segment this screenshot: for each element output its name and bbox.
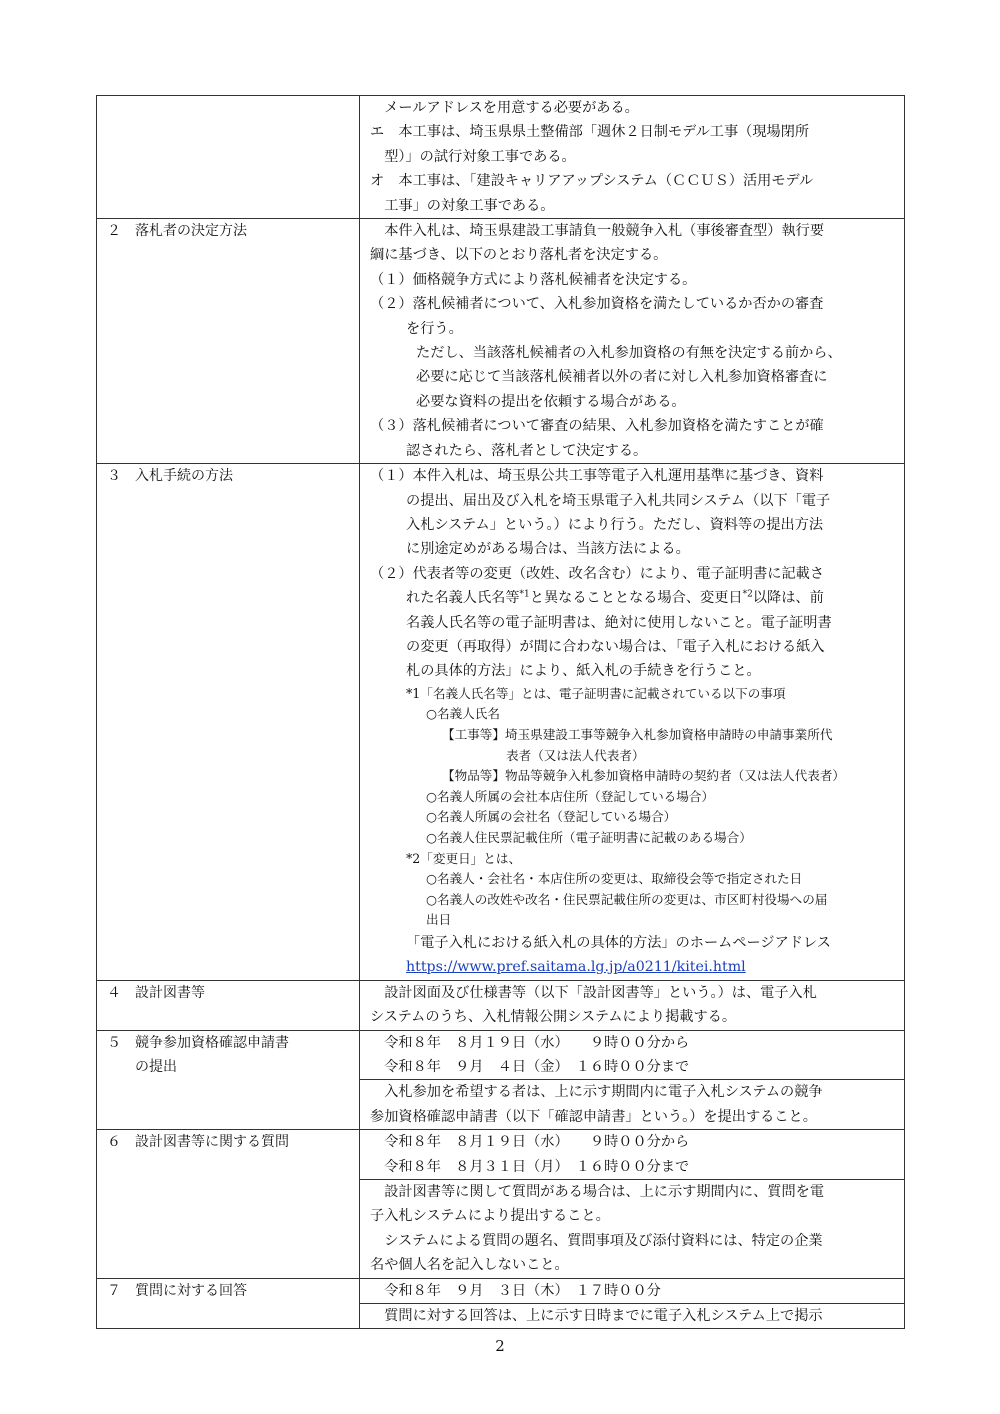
row-content: [360, 1080, 905, 1130]
text-line: 設計図書等に関して質問がある場合は、上に示す期間内に、質問を電: [370, 1183, 825, 1200]
period-line: 令和８年 ９月 ３日（木） １７時００分: [370, 1282, 661, 1299]
row-content: [360, 980, 905, 1030]
text-segment: と異なることとなる場合、変更日: [529, 590, 743, 607]
row-label: ３ 入札手続の方法: [97, 464, 360, 981]
text-line: の提出、届出及び入札を埼玉県電子入札共同システム（以下「電子: [406, 492, 831, 509]
footnote-line: *1「名義人氏名等」とは、電子証明書に記載されている以下の事項: [406, 685, 786, 701]
text-line-with-footnotes: [370, 586, 898, 610]
text-line: （２）落札候補者について、入札参加資格を満たしているか否かの審査: [370, 296, 824, 313]
text-line: 綱に基づき、以下のとおり落札者を決定する。: [370, 247, 668, 264]
footnote-line: *2「変更日」とは、: [406, 850, 522, 866]
text-line: システムによる質問の題名、質問事項及び添付資料には、特定の企業: [370, 1232, 823, 1249]
text-line: ただし、当該落札候補者の入札参加資格の有無を決定する前から、: [416, 345, 842, 362]
text-line: 質問に対する回答は、上に示す日時までに電子入札システム上で掲示: [370, 1307, 823, 1324]
footnote-line: ○名義人所属の会社名（登記している場合）: [426, 809, 677, 825]
text-line: （２）代表者等の変更（改姓、改名含む）により、電子証明書に記載さ: [370, 565, 825, 582]
text-line: 札の具体的方法」により、紙入札の手続きを行うこと。: [406, 663, 761, 680]
period-line: 令和８年 ８月１９日（水） ９時００分から: [370, 1134, 690, 1151]
footnote-mark: *1: [519, 589, 530, 600]
table-row-question-period: [97, 1130, 905, 1180]
text-line: 名義人氏名等の電子証明書は、絶対に使用しないこと。電子証明書: [406, 614, 832, 631]
row-label: ７ 質問に対する回答: [97, 1278, 360, 1329]
text-line: 名や個人名を記入しないこと。: [370, 1257, 569, 1274]
row-label-line: ５ 競争参加資格確認申請書: [107, 1034, 289, 1051]
row-label-line: の提出: [135, 1058, 177, 1075]
table-row-award-method: [97, 219, 905, 464]
row-label: ４ 設計図書等: [97, 980, 360, 1030]
text-line: 子入札システムにより提出すること。: [370, 1208, 610, 1225]
text-line: の変更（再取得）が間に合わない場合は、「電子入札における紙入: [406, 638, 825, 655]
text-line: 入札システム」という。）により行う。ただし、資料等の提出方法: [406, 516, 824, 533]
table-row-application-period: [97, 1030, 905, 1080]
row-label: ２ 落札者の決定方法: [97, 219, 360, 464]
text-line: メールアドレスを用意する必要がある。: [370, 100, 639, 116]
row-label: [97, 1030, 360, 1130]
row-content-period: [360, 1130, 905, 1180]
row-content: [360, 96, 905, 219]
page-number: 2: [495, 1337, 505, 1355]
text-line: 必要に応じて当該落札候補者以外の者に対し入札参加資格審査に: [416, 369, 828, 386]
text-line: （１）本件入札は、埼玉県公共工事等電子入札運用基準に基づき、資料: [370, 468, 824, 485]
document-page: [96, 95, 905, 1329]
text-line: を行う。: [406, 320, 463, 337]
footnote-line: ○名義人・会社名・本店住所の変更は、取締役会等で指定された日: [426, 871, 803, 887]
row-content: [360, 219, 905, 464]
period-line: 令和８年 ８月１９日（水） ９時００分から: [370, 1034, 690, 1051]
text-line: 認されたら、落札者として決定する。: [406, 442, 648, 459]
table-row-design-documents: [97, 980, 905, 1030]
period-line: 令和８年 ８月３１日（月） １６時００分まで: [370, 1158, 690, 1175]
text-line: システムのうち、入札情報公開システムにより掲載する。: [370, 1009, 737, 1026]
text-line: （１）価格競争方式により落札候補者を決定する。: [370, 271, 697, 288]
text-line: 型）」の試行対象工事である。: [370, 148, 576, 165]
text-line: エ 本工事は、埼玉県県土整備部「週休２日制モデル工事（現場閉所: [370, 124, 810, 141]
row-content: [360, 1303, 905, 1328]
text-line: 設計図面及び仕様書等（以下「設計図書等」という。）は、電子入札: [370, 984, 817, 1001]
row-content: [360, 464, 905, 981]
footnote-mark: *2: [742, 589, 753, 600]
footnote-line: 表者（又は法人代表者）: [506, 747, 645, 763]
text-line: 入札参加を希望する者は、上に示す期間内に電子入札システムの競争: [370, 1084, 823, 1101]
table-row-bidding-procedure: [97, 464, 905, 981]
footnote-line: ○名義人の改姓や改名・住民票記載住所の変更は、市区町村役場への届: [426, 891, 828, 907]
notice-table: [96, 95, 905, 1329]
footnote-line: ○名義人氏名: [426, 706, 500, 722]
row-content-period: [360, 1030, 905, 1080]
period-line: 令和８年 ９月 ４日（金） １６時００分まで: [370, 1058, 690, 1075]
footnote-line: 【工事等】埼玉県建設工事等競争入札参加資格申請時の申請事業所代: [442, 726, 833, 742]
row-content: [360, 1179, 905, 1278]
footnote-line: ○名義人所属の会社本店住所（登記している場合）: [426, 788, 715, 804]
text-line: 「電子入札における紙入札の具体的方法」のホームページアドレス: [406, 934, 831, 951]
text-line: 工事」の対象工事である。: [370, 197, 555, 214]
footnote-line: 出日: [426, 912, 452, 928]
text-line: 参加資格確認申請書（以下「確認申請書」という。）を提出すること。: [370, 1108, 817, 1125]
footnote-line: 【物品等】物品等競争入札参加資格申請時の契約者（又は法人代表者）: [442, 768, 845, 784]
table-row-continuation: [97, 96, 905, 219]
text-line: （３）落札候補者について審査の結果、入札参加資格を満たすことが確: [370, 418, 824, 435]
table-row-answer-deadline: [97, 1278, 905, 1303]
text-line: 必要な資料の提出を依頼する場合がある。: [416, 393, 686, 410]
text-line: 本件入札は、埼玉県建設工事請負一般競争入札（事後審査型）執行要: [370, 223, 825, 240]
row-label: ６ 設計図書等に関する質問: [97, 1130, 360, 1278]
footnote-line: ○名義人住民票記載住所（電子証明書に記載のある場合）: [426, 829, 752, 845]
text-segment: 以降は、前: [752, 590, 824, 607]
row-content-period: [360, 1278, 905, 1303]
row-label-empty: [97, 96, 360, 219]
text-segment: れた名義人氏名等: [406, 590, 520, 607]
text-line: オ 本工事は、「建設キャリアアップシステム（ＣＣＵＳ）活用モデル: [370, 173, 814, 190]
homepage-link[interactable]: https://www.pref.saitama.lg.jp/a0211/kitei.html: [406, 959, 746, 976]
text-line: に別途定めがある場合は、当該方法による。: [406, 541, 690, 558]
